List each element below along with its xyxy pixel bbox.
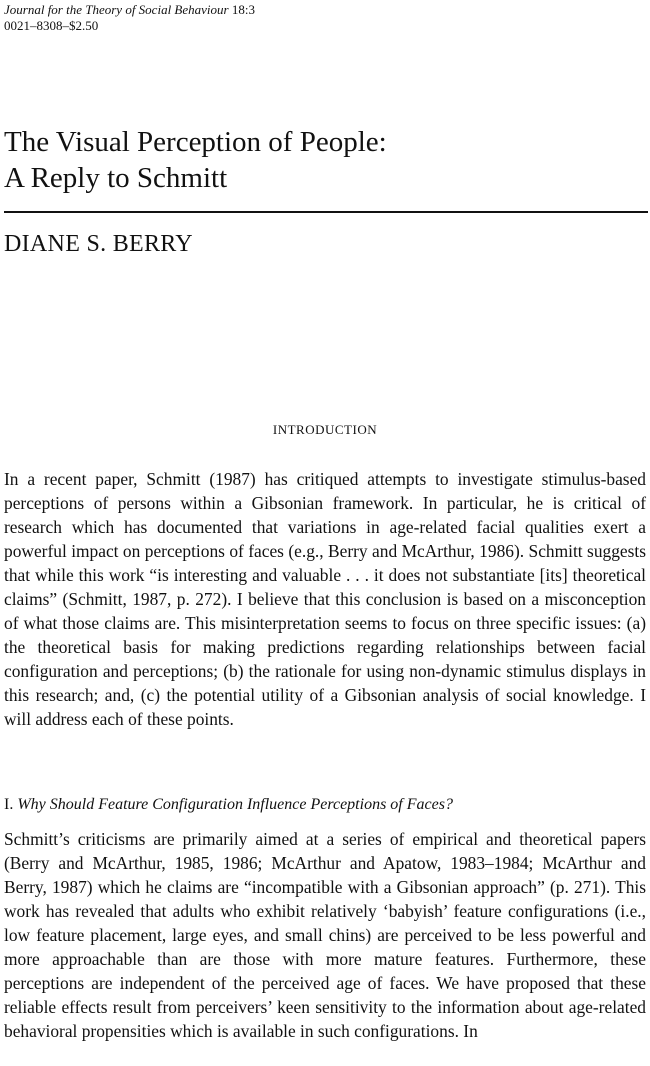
journal-citation (4, 2, 255, 18)
section-1-heading (4, 793, 453, 817)
journal-header (4, 2, 255, 34)
article-title (4, 124, 387, 196)
title-line-1: The Visual Perception of People: (4, 126, 387, 158)
journal-volume: 18:3 (231, 2, 255, 17)
journal-code: 0021–8308–$2.50 (4, 18, 99, 33)
section-1-paragraph: Schmitt’s criticisms are primarily aimed at a series of empirical and theoretical papers (Berry and McArthur, 1985, 1986; McArthur and Apatow, 1983–1984; McArthur and Berry, 1987) which he claims are “incompatible with a Gibsonian approach” (p. 271). This work has revealed that adults who exhibit relatively ‘babyish’ feature configurations (i.e., low feature placement, large eyes, and small chins) are perceived to be less powerful and more approachable than are those with more mature features. Furthermore, these perceptions are independent of the perceived age of faces. We have proposed that these reliable effects result from perceivers’ keen sensitivity to the information about age-related behavioral propensities which is available in such configurations. In (4, 829, 646, 1041)
title-rule (4, 211, 648, 213)
introduction-paragraph: In a recent paper, Schmitt (1987) has critiqued attempts to investigate stimulus-based perceptions of persons within a Gibsonian framework. In particular, he is critical of research which has documented that variations in age-related facial qualities exert a powerful impact on perceptions of faces (e.g., Berry and McArthur, 1986). Schmitt suggests that while this work “is interesting and valuable . . . it does not substantiate [its] theoretical claims” (Schmitt, 1987, p. 272). I believe that this conclusion is based on a misconception of what those claims are. This misinterpretation seems to focus on three specific issues: (a) the theoretical basis for making predictions regarding relationships between facial configuration and perceptions; (b) the rationale for using non-dynamic stimulus displays in this research; and, (c) the potential utility of a Gibsonian analysis of social knowledge. I will address each of these points. (4, 469, 646, 729)
section-1-title: Why Should Feature Configuration Influence Perceptions of Faces? (17, 796, 453, 813)
journal-title: Journal for the Theory of Social Behaviour (4, 2, 229, 17)
section-1-number: I. (4, 796, 14, 813)
author-name: DIANE S. BERRY (4, 231, 193, 257)
title-line-2: A Reply to Schmitt (4, 162, 228, 194)
introduction-heading: INTRODUCTION (272, 422, 378, 437)
